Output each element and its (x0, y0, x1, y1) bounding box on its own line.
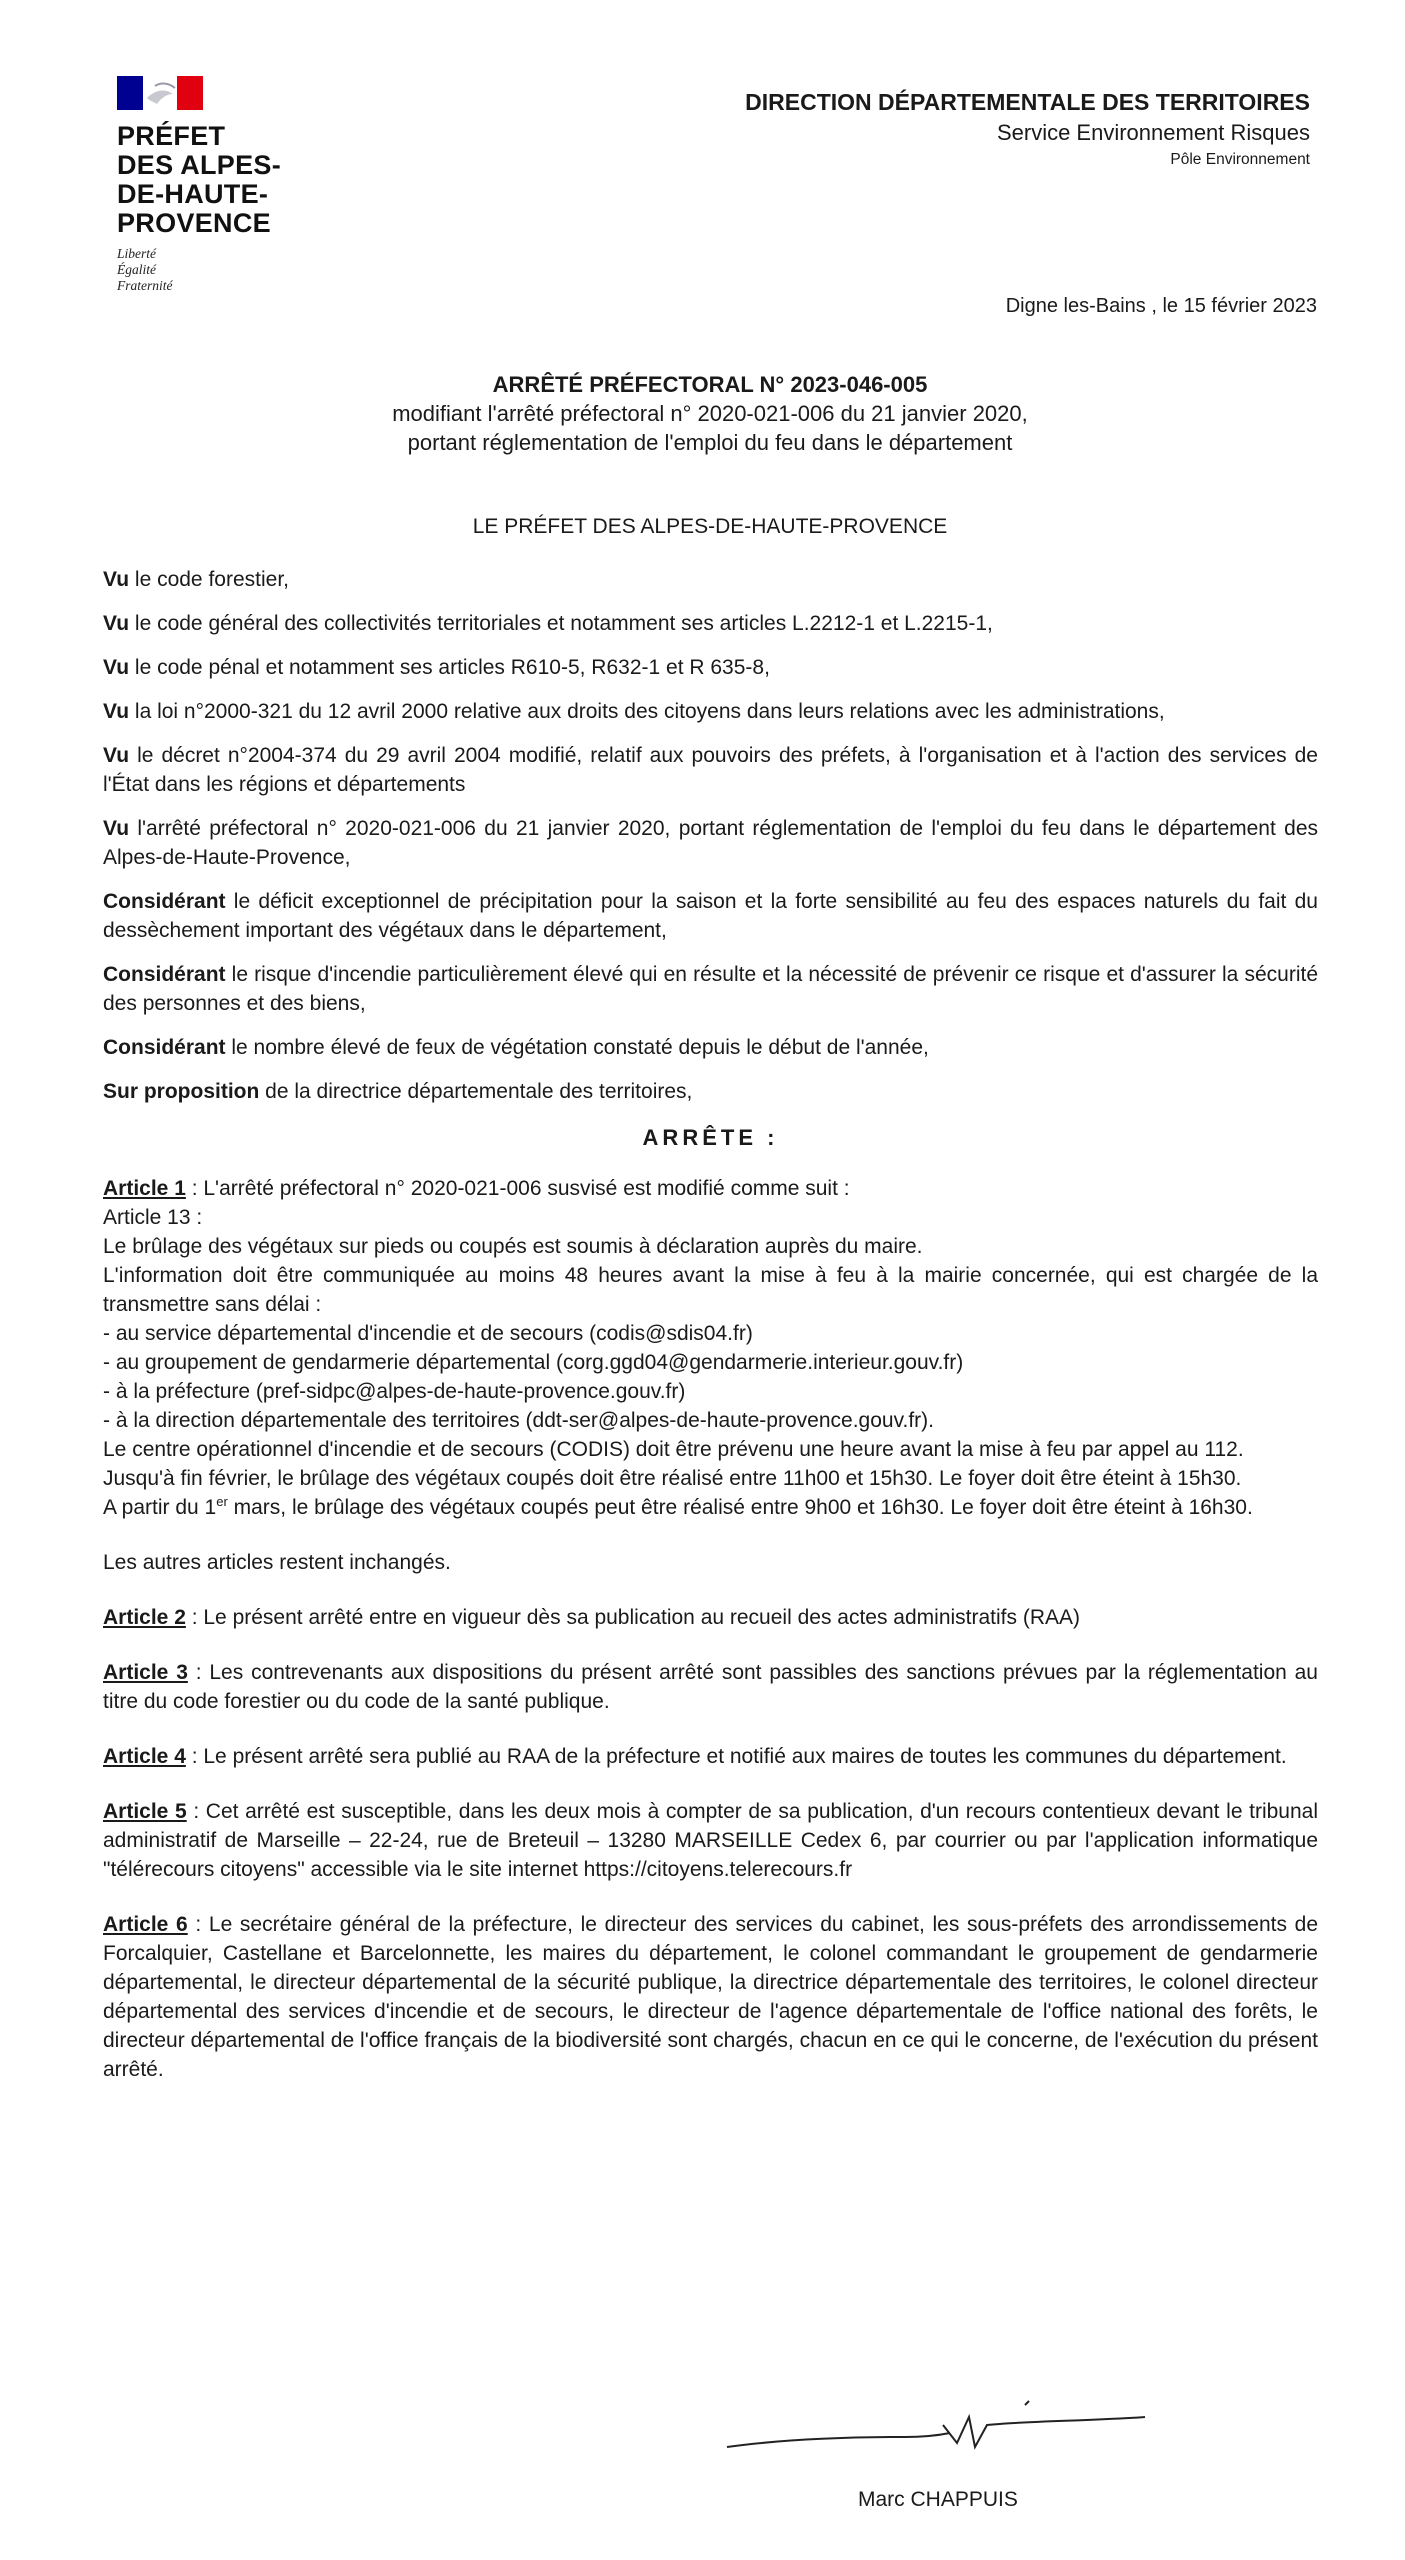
visa-paragraph (103, 653, 1318, 682)
visa-keyword: Vu (103, 817, 130, 840)
article-label: Article 2 (103, 1606, 186, 1629)
article-1-line: - au groupement de gendarmerie départemental (corg.ggd04@gendarmerie.interieur.gouv.fr) (103, 1351, 964, 1374)
visa-keyword: Vu (103, 700, 130, 723)
considerant-paragraph (103, 1033, 1318, 1062)
decree-subtitle-2: portant réglementation de l'emploi du feu dans le département (407, 430, 1013, 455)
article-text: : L'arrêté préfectoral n° 2020-021-006 susvisé est modifié comme suit : (185, 1177, 850, 1200)
article-label: Article 3 (103, 1661, 188, 1684)
proposition-keyword: Sur proposition (103, 1080, 260, 1103)
article-1-line: - à la préfecture (pref-sidpc@alpes-de-haute-provence.gouv.fr) (103, 1380, 686, 1403)
considerant-text: le nombre élevé de feux de végétation constaté depuis le début de l'année, (225, 1036, 929, 1059)
article-1-line: - au service départemental d'incendie et de secours (codis@sdis04.fr) (103, 1322, 753, 1345)
decree-title (230, 370, 1190, 457)
visa-text: le code pénal et notamment ses articles R610-5, R632-1 et R 635-8, (129, 656, 770, 679)
article-text: : Les contrevenants aux dispositions du présent arrêté sont passibles des sanctions prévues par la réglementation au titre du code forestier ou du code de la santé publique. (103, 1661, 1318, 1713)
motto-line: Fraternité (117, 278, 173, 293)
prefet-title-line: DES ALPES- (117, 150, 282, 180)
article-label: Article 4 (103, 1745, 186, 1768)
visa-keyword: Vu (103, 568, 130, 591)
visa-paragraph (103, 814, 1318, 872)
considerant-keyword: Considérant (103, 963, 226, 986)
signer-name: Marc CHAPPUIS (858, 2488, 1018, 2511)
handwritten-signature (725, 2395, 1165, 2475)
considerant-paragraph (103, 887, 1318, 945)
visa-text: la loi n°2000-321 du 12 avril 2000 relative aux droits des citoyens dans leurs relations avec les administrations, (129, 700, 1165, 723)
article-1-intro (103, 1174, 1318, 1203)
article-1-line: L'information doit être communiquée au moins 48 heures avant la mise à feu à la mairie concernée, qui est chargée de la transmettre sans délai : (103, 1264, 1318, 1316)
considerant-keyword: Considérant (103, 890, 226, 913)
arrete-heading: ARRÊTE : (642, 1125, 779, 1150)
proposition-text: de la directrice départementale des territoires, (259, 1080, 693, 1103)
pole-name: Pôle Environnement (1170, 151, 1310, 168)
prefet-title (117, 122, 281, 238)
article-6 (103, 1910, 1318, 2084)
mars-text-start: A partir du 1 (103, 1496, 217, 1519)
ordinal-superscript: er (216, 1494, 228, 1509)
prefet-title-line: PRÉFET (117, 121, 226, 151)
visa-paragraph (103, 565, 1318, 594)
visa-paragraph (103, 741, 1318, 799)
article-1 (103, 1174, 1318, 1522)
article-label: Article 6 (103, 1913, 188, 1936)
visa-keyword: Vu (103, 744, 130, 767)
considerant-keyword: Considérant (103, 1036, 226, 1059)
article-label: Article 1 (103, 1177, 186, 1200)
visa-text: le code général des collectivités territoriales et notamment ses articles L.2212-1 et L.2215-1, (129, 612, 993, 635)
article-text: : Le secrétaire général de la préfecture, le directeur des services du cabinet, les sous-préfets des arrondissements de Forcalquier, Castellane et Barcelonnette, les maires du département, le colonel commandant le groupement de gendarmerie départemental, le directeur départemental de la sécurité publique, la directrice départementale des territoires, le colonel directeur départemental des services d'incendie et de secours, le directeur de l'agence départementale de l'office national des forêts, le directeur départemental de l'office français de la biodiversité sont chargés, chacun en ce qui le concerne, de l'exécution du présent arrêté. (103, 1913, 1318, 2081)
article-text: : Le présent arrêté sera publié au RAA de la préfecture et notifié aux maires de toutes les communes du département. (185, 1745, 1287, 1768)
service-name: Service Environnement Risques (996, 120, 1310, 145)
article-3 (103, 1658, 1318, 1716)
motto-line: Liberté (117, 246, 156, 261)
visa-paragraph (103, 697, 1318, 726)
considerant-text: le déficit exceptionnel de précipitation pour la saison et la forte sensibilité au feu des espaces naturels du fait du dessèchement important des végétaux dans le département, (103, 890, 1318, 942)
article-1-line: Jusqu'à fin février, le brûlage des végétaux coupés doit être réalisé entre 11h00 et 15h30. Le foyer doit être éteint à 15h30. (103, 1467, 1242, 1490)
article-1-line: - à la direction départementale des territoires (ddt-ser@alpes-de-haute-provence.gouv.fr). (103, 1409, 934, 1432)
article-text: : Cet arrêté est susceptible, dans les deux mois à compter de sa publication, d'un recours contentieux devant le tribunal administratif de Marseille – 22-24, rue de Breteuil – 13280 MARSEILLE Cedex 6, par courrier ou par l'application informatique "télérecours citoyens" accessible via le site internet https://citoyens.telerecours.fr (103, 1800, 1319, 1881)
article-4 (103, 1742, 1318, 1771)
unchanged-articles-note: Les autres articles restent inchangés. (103, 1551, 451, 1574)
mars-text-end: mars, le brûlage des végétaux coupés peut être réalisé entre 9h00 et 16h30. Le foyer doit être éteint à 16h30. (227, 1496, 1253, 1519)
article-1-mars-line (103, 1493, 1318, 1522)
proposition-paragraph (103, 1077, 1318, 1106)
decree-subtitle-1: modifiant l'arrêté préfectoral n° 2020-021-006 du 21 janvier 2020, (392, 401, 1028, 426)
republic-motto (117, 246, 281, 294)
prefet-title-line: DE-HAUTE- (117, 179, 269, 209)
visa-keyword: Vu (103, 612, 130, 635)
article-label: Article 5 (103, 1800, 187, 1823)
visa-keyword: Vu (103, 656, 130, 679)
visa-paragraph (103, 609, 1318, 638)
considerant-paragraph (103, 960, 1318, 1018)
visa-text: le décret n°2004-374 du 29 avril 2004 modifié, relatif aux pouvoirs des préfets, à l'organisation et à l'action des services de l'État dans les régions et départements (103, 744, 1318, 796)
considerant-text: le risque d'incendie particulièrement élevé qui en résulte et la nécessité de prévenir ce risque et d'assurer la sécurité des personnes et des biens, (103, 963, 1318, 1015)
article-5 (103, 1797, 1318, 1884)
date-line: Digne les-Bains , le 15 février 2023 (1005, 295, 1317, 317)
visa-text: le code forestier, (129, 568, 289, 591)
article-1-line: Le centre opérationnel d'incendie et de secours (CODIS) doit être prévenu une heure avant la mise à feu par appel au 112. (103, 1438, 1244, 1461)
direction-name: DIRECTION DÉPARTEMENTALE DES TERRITOIRES (745, 89, 1310, 115)
article-1-line: Le brûlage des végétaux sur pieds ou coupés est soumis à déclaration auprès du maire. (103, 1235, 923, 1258)
decree-body (103, 565, 1318, 2110)
marianne-flag-icon (117, 76, 203, 110)
prefecture-logo (117, 76, 281, 294)
prefet-heading: LE PRÉFET DES ALPES-DE-HAUTE-PROVENCE (472, 515, 948, 538)
article-text: : Le présent arrêté entre en vigueur dès sa publication au recueil des actes administratifs (RAA) (185, 1606, 1081, 1629)
article-1-line: Article 13 : (103, 1206, 203, 1229)
visa-text: l'arrêté préfectoral n° 2020-021-006 du 21 janvier 2020, portant réglementation de l'emploi du feu dans le département des Alpes-de-Haute-Provence, (103, 817, 1318, 869)
issuing-service (745, 86, 1310, 172)
prefet-title-line: PROVENCE (117, 208, 271, 238)
article-2 (103, 1603, 1318, 1632)
motto-line: Égalité (117, 262, 156, 277)
decree-number: ARRÊTÉ PRÉFECTORAL N° 2023-046-005 (492, 372, 928, 397)
